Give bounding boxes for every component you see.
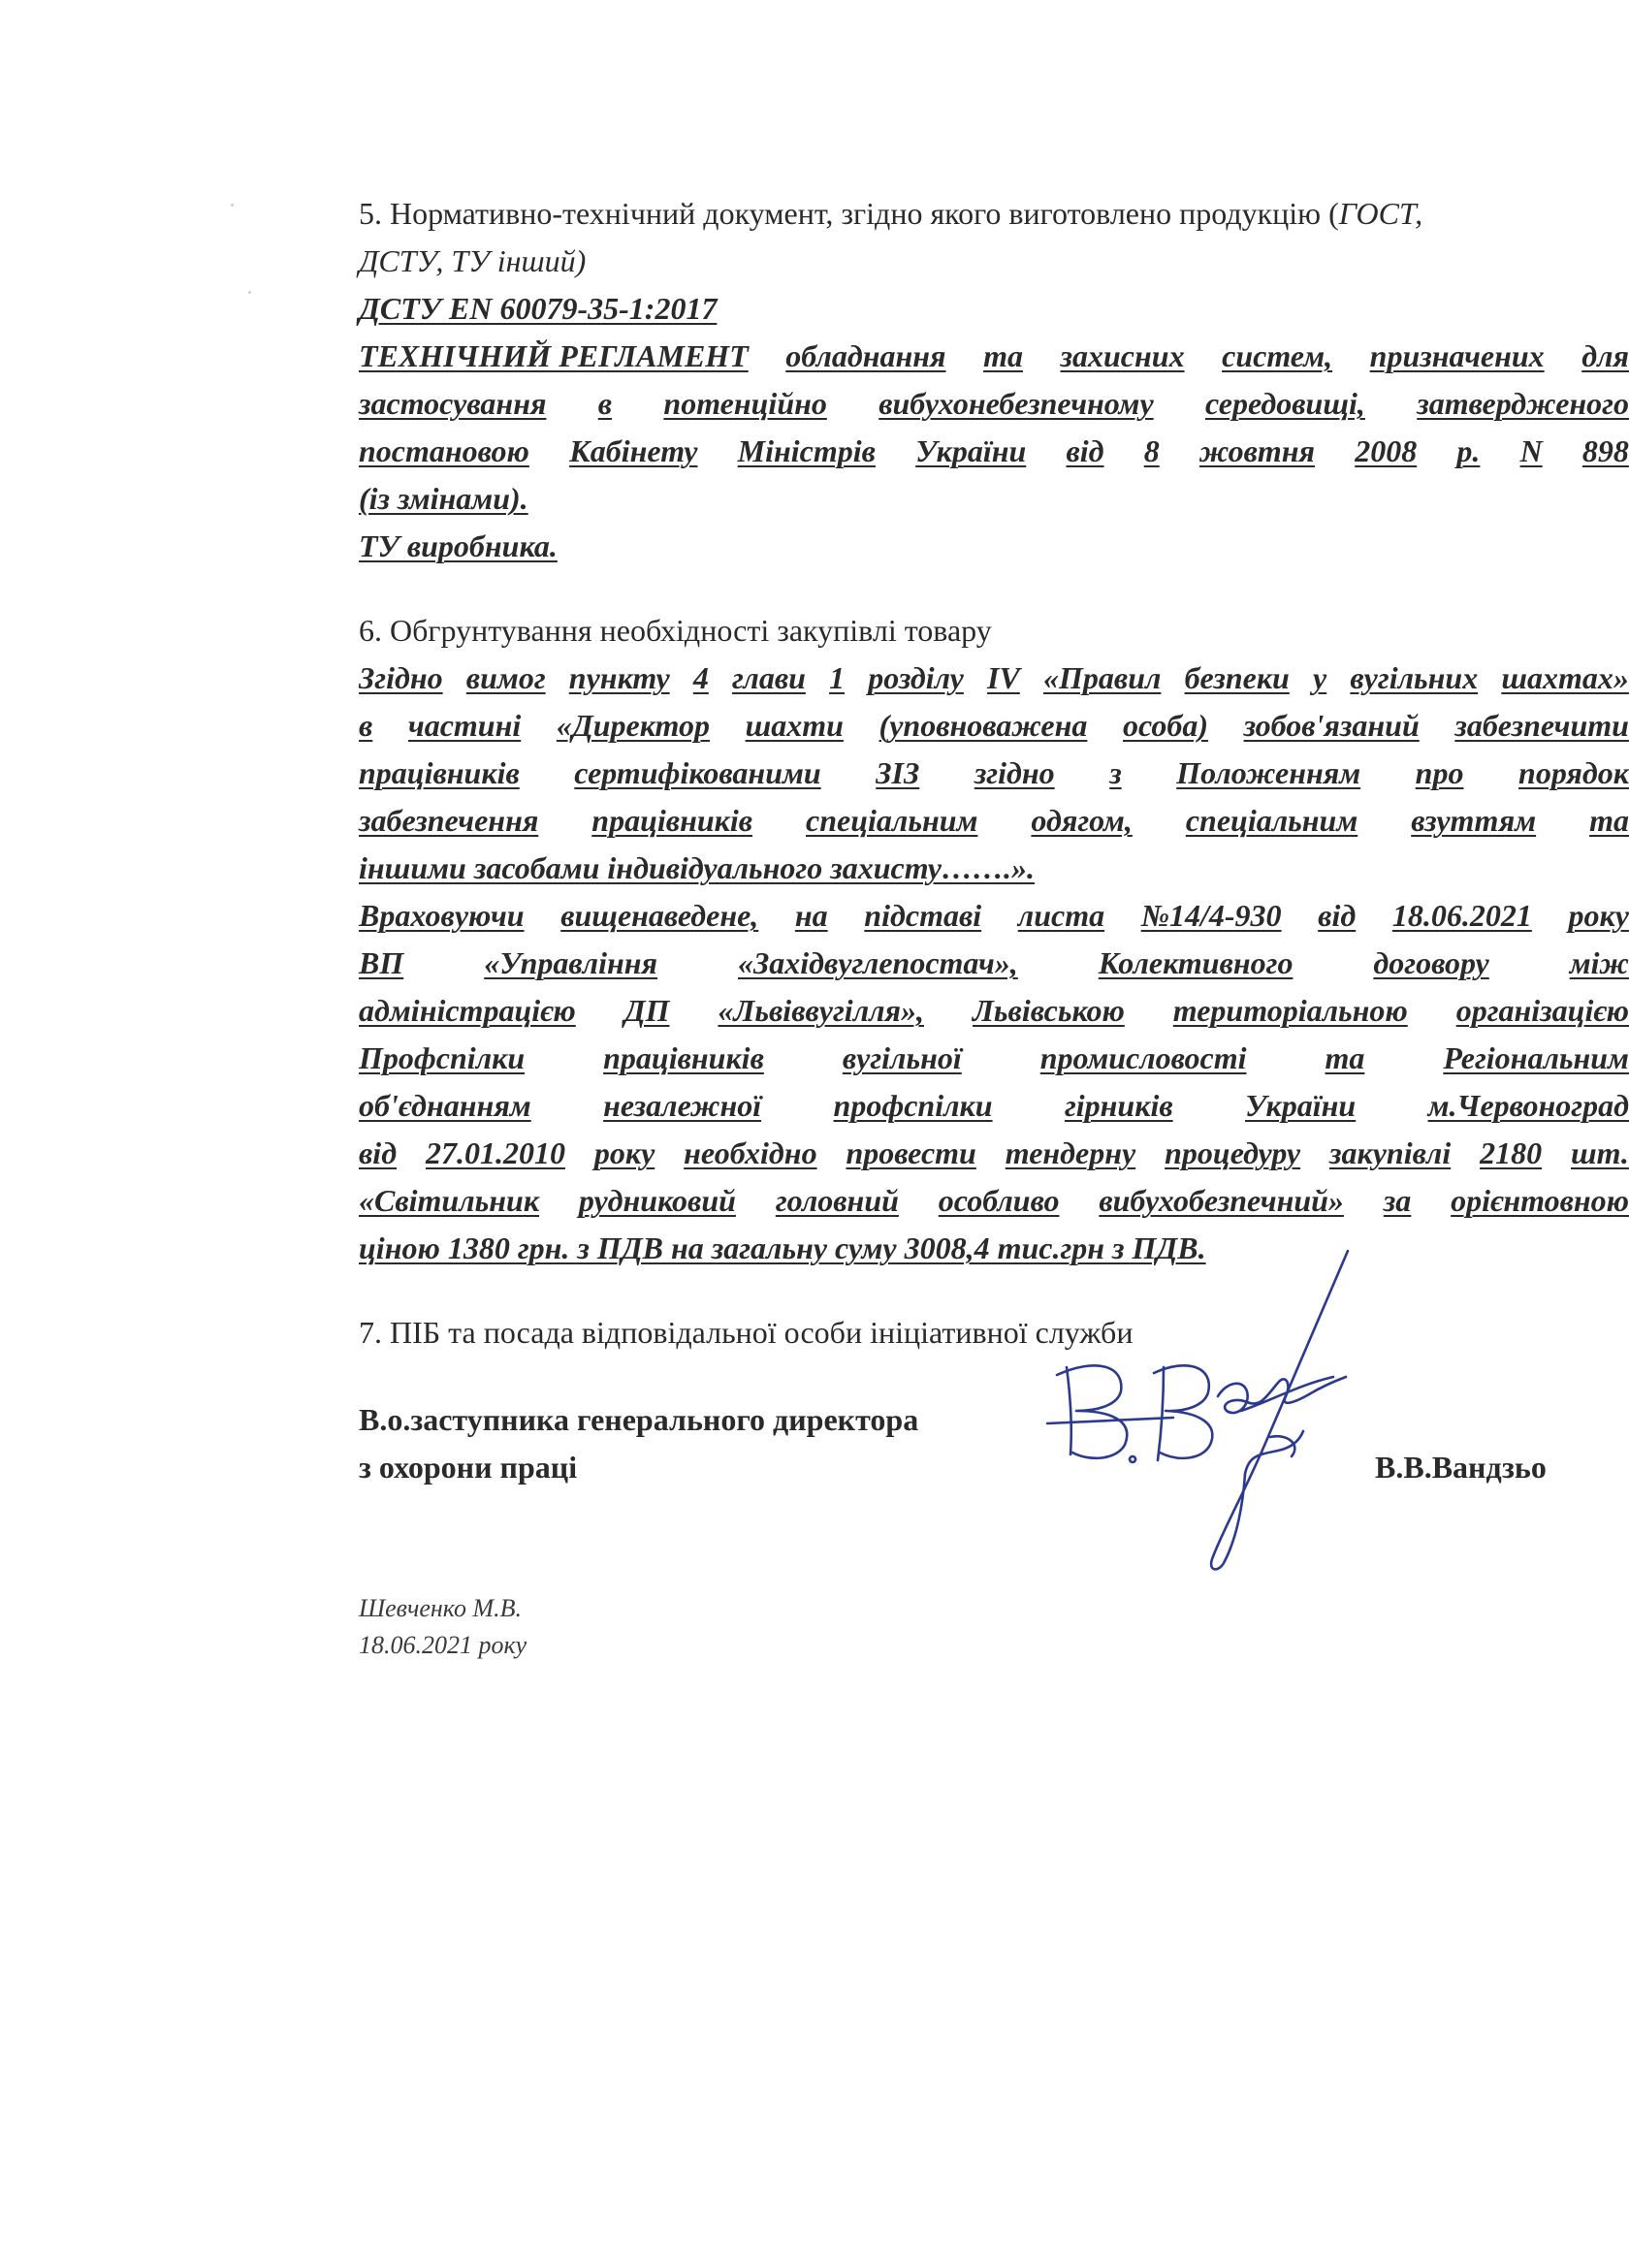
word: між: [1569, 945, 1629, 980]
section6-heading-line: [359, 607, 1629, 655]
section5-line2: [359, 238, 1629, 285]
handwritten-signature: [1028, 1212, 1416, 1581]
word: ТЕХНІЧНИЙ РЕГЛАМЕНТ: [359, 338, 749, 373]
word: 8: [1143, 433, 1160, 468]
word: вугільних: [1350, 660, 1479, 695]
signer-name: В.В.Вандзьо: [1375, 1450, 1547, 1485]
word: постановою: [359, 433, 529, 468]
word: порядок: [1518, 755, 1629, 790]
section7-heading-line: [359, 1309, 1629, 1357]
word: на: [794, 898, 828, 933]
word: організацією: [1455, 993, 1629, 1028]
justification-line: [359, 1130, 1629, 1177]
word: провести: [846, 1135, 976, 1170]
word: зобов'язаний: [1243, 708, 1420, 743]
word: IV: [987, 660, 1020, 695]
justification-line: [359, 750, 1629, 797]
word: потенційно: [663, 386, 827, 421]
regulation-tail-line: [359, 475, 1629, 523]
word: Регіональним: [1443, 1040, 1629, 1075]
word: розділу: [868, 660, 964, 695]
word: 4: [692, 660, 709, 695]
word: року: [593, 1135, 655, 1170]
word: особа): [1122, 708, 1208, 743]
word: 27.01.2010: [425, 1135, 565, 1170]
word: взуттям: [1411, 803, 1537, 838]
justification-line: [359, 1177, 1629, 1225]
section7-heading: 7. ПІБ та посада відповідальної особи ініціативної служби: [359, 1315, 1134, 1350]
word: затвердженого: [1417, 386, 1629, 421]
word: процедуру: [1165, 1135, 1301, 1170]
word: «Західвуглепостач»,: [737, 945, 1018, 980]
word: працівників: [603, 1040, 764, 1075]
word: (уповноважена: [878, 708, 1088, 743]
word: «Львіввугілля»,: [718, 993, 925, 1028]
word: Враховуючи: [359, 898, 525, 933]
word: в: [597, 386, 613, 421]
word: захисних: [1060, 338, 1185, 373]
word: головний: [775, 1183, 899, 1218]
word: шт.: [1570, 1135, 1629, 1170]
word: в: [359, 708, 373, 743]
word: та: [1589, 803, 1629, 838]
word: спеціальним: [806, 803, 978, 838]
word: забезпечити: [1454, 708, 1629, 743]
word: пункту: [568, 660, 670, 695]
word: тендерну: [1005, 1135, 1136, 1170]
footer-note: [359, 1590, 527, 1664]
word: ДП: [623, 993, 670, 1028]
word: Згідно: [359, 660, 443, 695]
word: призначених: [1369, 338, 1545, 373]
word: договору: [1373, 945, 1489, 980]
word: України: [915, 433, 1027, 468]
section5-line1: [359, 190, 1629, 238]
word: забезпечення: [359, 803, 539, 838]
section5-heading-italic: ГОСТ,: [1338, 196, 1423, 231]
word: особливо: [938, 1183, 1060, 1218]
word: Львівською: [972, 993, 1125, 1028]
word: промисловості: [1039, 1040, 1247, 1075]
word: Положенням: [1176, 755, 1361, 790]
word: застосування: [359, 386, 547, 421]
word: ВП: [359, 945, 404, 980]
scan-speck: [248, 291, 251, 294]
word: підставі: [864, 898, 982, 933]
word: систем,: [1222, 338, 1333, 373]
document-body: [359, 190, 1629, 1357]
justification-last: ціною 1380 грн. з ПДВ на загальну суму 3008,4 тис.грн з ПДВ.: [359, 1230, 1206, 1265]
word: середовищі,: [1204, 386, 1365, 421]
word: та: [1325, 1040, 1365, 1075]
word: 1: [829, 660, 846, 695]
word: ЗІЗ: [876, 755, 920, 790]
word: шахти: [745, 708, 844, 743]
word: орієнтовною: [1451, 1183, 1629, 1218]
word: територіальною: [1172, 993, 1408, 1028]
section5-heading: 5. Нормативно-технічний документ, згідно якого виготовлено продукцію (: [359, 196, 1339, 231]
word: м.Червоноград: [1427, 1088, 1629, 1123]
word: «Директор: [556, 708, 710, 743]
tu-text: ТУ виробника.: [359, 528, 558, 563]
word: профспілки: [833, 1088, 993, 1123]
word: року: [1568, 898, 1629, 933]
justification-line: [359, 940, 1629, 987]
word: 898: [1581, 433, 1629, 468]
word: обладнання: [785, 338, 946, 373]
justification-line: [359, 1035, 1629, 1082]
scan-speck: [231, 204, 234, 207]
word: від: [1318, 898, 1357, 933]
justification-line: [359, 797, 1629, 845]
word: безпеки: [1184, 660, 1290, 695]
justification-short: іншими засобами індивідуального захисту…….».: [359, 850, 1035, 885]
regulation-tail: (із змінами).: [359, 481, 528, 516]
word: згідно: [974, 755, 1055, 790]
word: сертифікованими: [574, 755, 821, 790]
word: вибухонебезпечному: [878, 386, 1154, 421]
word: за: [1383, 1183, 1412, 1218]
word: глави: [732, 660, 806, 695]
signer-title-line2: з охорони праці: [359, 1450, 578, 1485]
word: про: [1415, 755, 1464, 790]
word: від: [359, 1135, 398, 1170]
word: «Правил: [1043, 660, 1162, 695]
word: для: [1581, 338, 1629, 373]
word: України: [1245, 1088, 1357, 1123]
regulation-line: [359, 333, 1629, 380]
word: р.: [1456, 433, 1481, 468]
word: одягом,: [1031, 803, 1133, 838]
word: частині: [407, 708, 522, 743]
justification-short-line: [359, 845, 1629, 892]
word: спеціальним: [1185, 803, 1358, 838]
word: Профспілки: [359, 1040, 526, 1075]
justification-last-line: [359, 1225, 1629, 1272]
word: шахтах»: [1501, 660, 1629, 695]
word: працівників: [591, 803, 753, 838]
standard-code: ДСТУ EN 60079-35-1:2017: [359, 291, 718, 326]
word: та: [983, 338, 1023, 373]
word: незалежної: [603, 1088, 762, 1123]
word: гірників: [1064, 1088, 1173, 1123]
word: працівників: [359, 755, 520, 790]
word: N: [1519, 433, 1543, 468]
justification-line: [359, 702, 1629, 750]
word: «Управління: [484, 945, 657, 980]
tu-line: [359, 523, 1629, 570]
section5-doc-types: ДСТУ, ТУ інший): [359, 243, 587, 278]
word: вищенаведене,: [560, 898, 759, 933]
word: Міністрів: [737, 433, 876, 468]
word: 2008: [1355, 433, 1418, 468]
word: листа: [1017, 898, 1105, 933]
word: вимог: [465, 660, 546, 695]
section6-heading: 6. Обгрунтування необхідності закупівлі товару: [359, 613, 992, 648]
justification-line: [359, 892, 1629, 940]
word: Колективного: [1098, 945, 1294, 980]
regulation-line: [359, 380, 1629, 428]
word: №14/4-930: [1140, 898, 1282, 933]
word: жовтня: [1198, 433, 1316, 468]
word: об'єднанням: [359, 1088, 531, 1123]
word: з: [1109, 755, 1122, 790]
justification-line: [359, 655, 1629, 702]
word: у: [1313, 660, 1327, 695]
word: вибухобезпечний»: [1099, 1183, 1344, 1218]
word: рудниковий: [578, 1183, 736, 1218]
word: 2180: [1480, 1135, 1543, 1170]
word: від: [1066, 433, 1104, 468]
word: «Світильник: [359, 1183, 540, 1218]
word: вугільної: [842, 1040, 962, 1075]
regulation-line: [359, 428, 1629, 475]
word: адміністрацією: [359, 993, 576, 1028]
signer-title-line1: В.о.заступника генерального директора: [359, 1402, 919, 1437]
word: закупівлі: [1329, 1135, 1452, 1170]
document-date: 18.06.2021 року: [359, 1631, 527, 1659]
word: 18.06.2021: [1391, 898, 1532, 933]
word: необхідно: [684, 1135, 817, 1170]
justification-line: [359, 1082, 1629, 1130]
standard-line: [359, 285, 1629, 333]
author-name: Шевченко М.В.: [359, 1594, 522, 1622]
signer-title: [359, 1396, 918, 1491]
word: Кабінету: [569, 433, 698, 468]
justification-line: [359, 987, 1629, 1035]
